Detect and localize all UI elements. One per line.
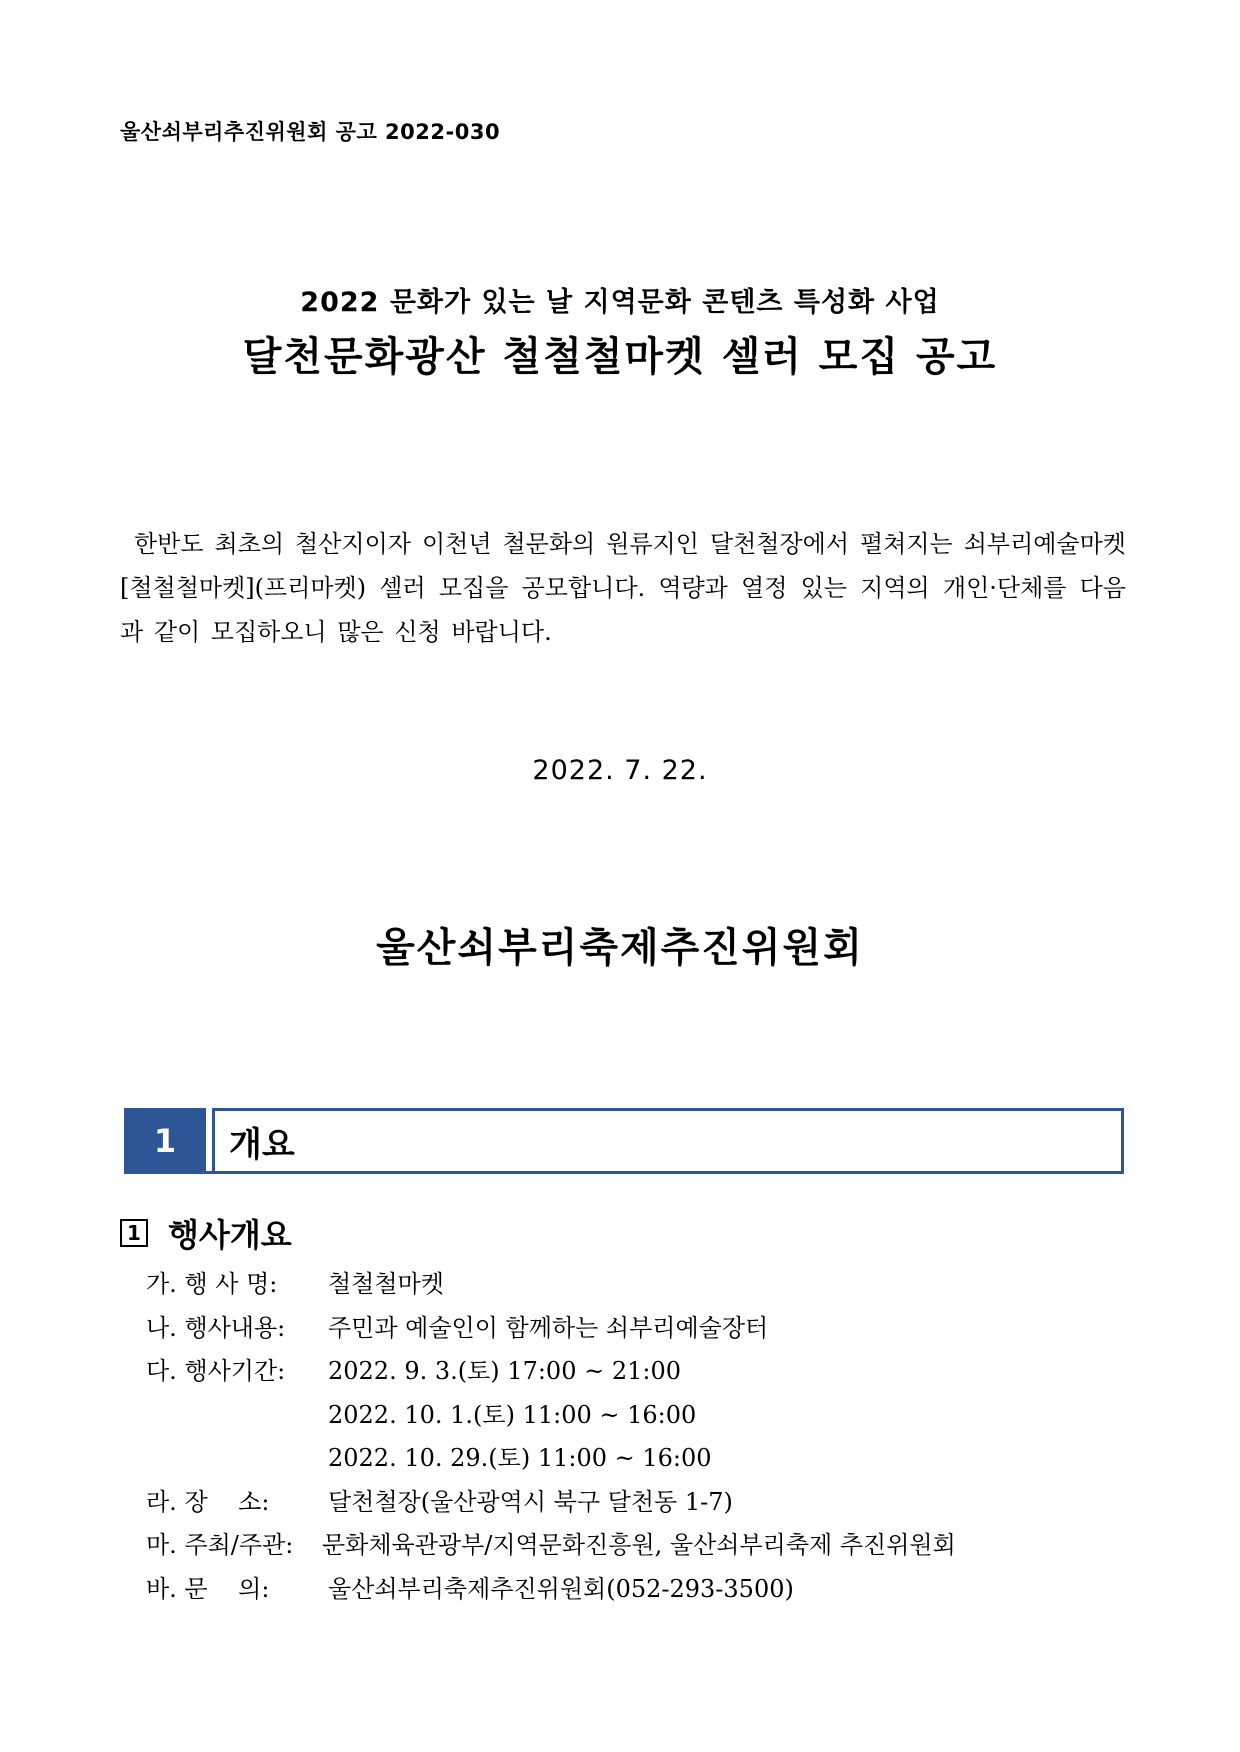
info-label-contact: 바. 문 의: <box>146 1574 270 1603</box>
info-value-period-1: 2022. 9. 3.(토) 17:00 ~ 21:00 <box>328 1357 681 1385</box>
info-label-period: 다. 행사기간: <box>146 1357 286 1385</box>
intro-paragraph: 한반도 최초의 철산지이자 이천년 철문화의 원류지인 달천철장에서 펼쳐지는 쇠부리예술마켓 [철철철마켓](프리마켓) 셀러 모집을 공모합니다. 역량과 열정 있는 지역의 개인·단체를 다음과 같이 모집하오니 많은 신청 바랍니다. <box>120 530 1126 646</box>
section-title: 개요 <box>212 1108 1124 1174</box>
subtitle: 2022 문화가 있는 날 지역문화 콘텐츠 특성화 사업 <box>300 287 940 318</box>
boxed-number: 1 <box>120 1219 148 1247</box>
info-period-continued-3: 2022. 10. 29.(토) 11:00 ~ 16:00 <box>328 1444 712 1472</box>
notice-date: 2022. 7. 22. <box>532 755 708 786</box>
info-period-continued-2: 2022. 10. 1.(토) 11:00 ~ 16:00 <box>328 1400 697 1429</box>
subsection-heading <box>120 1210 292 1256</box>
info-value-name: 철철철마켓 <box>328 1270 444 1298</box>
info-row-place <box>146 1481 956 1525</box>
info-row-host <box>146 1524 956 1568</box>
subsection-title: 행사개요 <box>168 1216 292 1254</box>
info-value-contact: 울산쇠부리축제추진위원회(052-293-3500) <box>328 1574 794 1603</box>
info-value-place: 달천철장(울산광역시 북구 달천동 1-7) <box>328 1487 733 1516</box>
main-title: 달천문화광산 철철철마켓 셀러 모집 공고 <box>242 334 998 380</box>
info-row-period <box>146 1350 956 1394</box>
info-value-host: 문화체육관광부/지역문화진흥원, 울산쇠부리축제 추진위원회 <box>322 1531 956 1559</box>
section-number: 1 <box>124 1108 206 1174</box>
info-row-contact <box>146 1568 956 1612</box>
info-row-content <box>146 1307 956 1351</box>
info-label-content: 나. 행사내용: <box>146 1313 286 1342</box>
notice-number: 울산쇠부리추진위원회 공고 2022-030 <box>120 120 501 144</box>
info-value-content: 주민과 예술인이 함께하는 쇠부리예술장터 <box>328 1313 769 1342</box>
info-label-place: 라. 장 소: <box>146 1487 270 1516</box>
section-header <box>124 1108 1124 1174</box>
organizer-name: 울산쇠부리축제추진위원회 <box>376 925 864 971</box>
info-label-host: 마. 주최/주관: <box>146 1531 294 1559</box>
info-row-name <box>146 1263 956 1307</box>
info-label-name: 가. 행 사 명: <box>146 1270 278 1298</box>
event-info <box>146 1263 956 1611</box>
